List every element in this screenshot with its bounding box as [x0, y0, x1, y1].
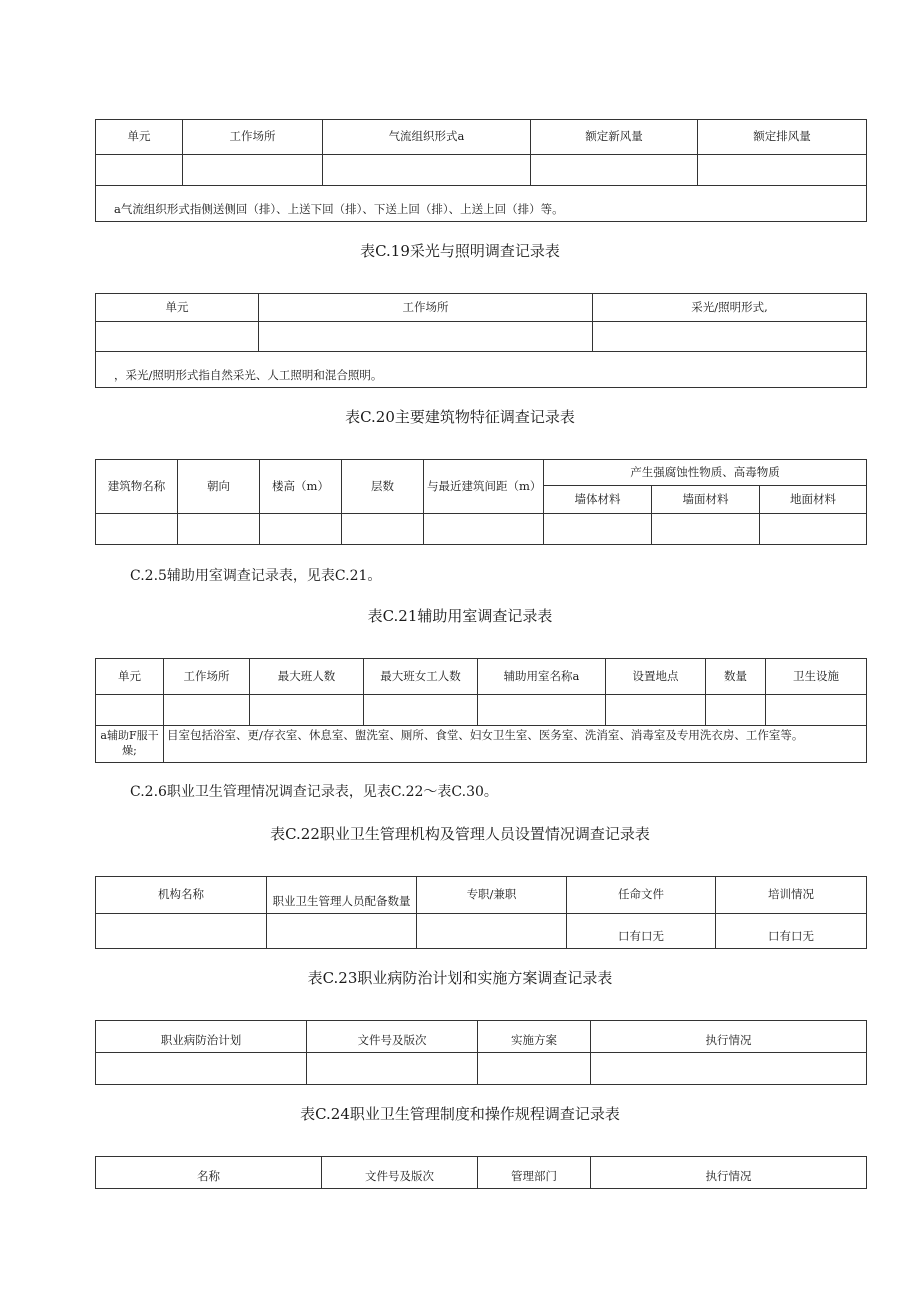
header-cell: 职业病防治计划: [96, 1021, 307, 1053]
empty-cell: [178, 514, 260, 545]
header-cell: 数量: [706, 659, 766, 695]
empty-cell: [96, 1053, 307, 1085]
empty-cell: [267, 914, 417, 949]
table-management-rules: [95, 1156, 867, 1189]
table-title: 表C.20主要建筑物特征调查记录表: [345, 408, 575, 426]
header-cell: 辅助用室名称a: [478, 659, 606, 695]
header-cell: 文件号及版次: [322, 1157, 478, 1189]
empty-cell: [183, 155, 323, 186]
section-paragraph: C.2.5辅助用室调查记录表，见表C.21。: [130, 568, 382, 584]
table-buildings: [95, 459, 867, 545]
empty-cell: [760, 514, 867, 545]
subheader-cell: 地面材料: [760, 486, 867, 514]
empty-cell: [766, 695, 867, 726]
header-cell: 额定新风量: [531, 120, 698, 155]
empty-cell: [307, 1053, 478, 1085]
empty-cell: [606, 695, 706, 726]
header-cell: 名称: [96, 1157, 322, 1189]
header-cell: 采光/照明形式,: [593, 294, 867, 322]
header-cell: 工作场所: [259, 294, 593, 322]
empty-cell: [164, 695, 250, 726]
empty-cell: [544, 514, 652, 545]
empty-cell: [364, 695, 478, 726]
empty-cell: [531, 155, 698, 186]
table-footnote: a气流组织形式指侧送侧回（排）、上送下回（排）、下送上回（排）、上送上回（排）等。: [96, 186, 867, 222]
header-cell: 职业卫生管理人员配备数量: [267, 877, 417, 914]
empty-cell: [96, 514, 178, 545]
empty-cell: [96, 695, 164, 726]
header-cell: 最大班女工人数: [364, 659, 478, 695]
table-title: 表C.21辅助用室调查记录表: [367, 607, 553, 625]
header-cell: 产生强腐蚀性物质、高毒物质: [544, 460, 867, 486]
empty-cell: [698, 155, 867, 186]
table-title: 表C.22职业卫生管理机构及管理人员设置情况调查记录表: [270, 825, 650, 843]
empty-cell: [259, 322, 593, 352]
header-cell: 执行情况: [591, 1157, 867, 1189]
table-ventilation: [95, 119, 867, 222]
empty-cell: [652, 514, 760, 545]
header-cell: 层数: [342, 460, 424, 514]
table-title: 表C.24职业卫生管理制度和操作规程调查记录表: [300, 1105, 620, 1123]
header-cell: 工作场所: [183, 120, 323, 155]
header-cell: 设置地点: [606, 659, 706, 695]
table-title: 表C.19采光与照明调查记录表: [360, 242, 560, 260]
empty-cell: [342, 514, 424, 545]
empty-cell: [478, 1053, 591, 1085]
header-cell: 专职/兼职: [417, 877, 567, 914]
header-cell: 工作场所: [164, 659, 250, 695]
empty-cell: [96, 322, 259, 352]
empty-cell: [706, 695, 766, 726]
header-cell: 培训情况: [716, 877, 867, 914]
header-cell: 单元: [96, 120, 183, 155]
header-cell: 实施方案: [478, 1021, 591, 1053]
empty-cell: [593, 322, 867, 352]
header-cell: 机构名称: [96, 877, 267, 914]
empty-cell: [424, 514, 544, 545]
header-cell: 任命文件: [567, 877, 716, 914]
header-cell: 卫生设施: [766, 659, 867, 695]
subheader-cell: 墙体材料: [544, 486, 652, 514]
table-prevention-plan: [95, 1020, 867, 1085]
header-cell: 最大班人数: [250, 659, 364, 695]
table-auxiliary-rooms: [95, 658, 867, 763]
header-cell: 与最近建筑间距（m）: [424, 460, 544, 514]
header-cell: 执行情况: [591, 1021, 867, 1053]
empty-cell: [260, 514, 342, 545]
table-management-org: [95, 876, 867, 949]
header-cell: 额定排风量: [698, 120, 867, 155]
table-lighting: [95, 293, 867, 388]
header-cell: 单元: [96, 294, 259, 322]
header-cell: 建筑物名称: [96, 460, 178, 514]
header-cell: 单元: [96, 659, 164, 695]
table-footnote: ，采光/照明形式指自然采光、人工照明和混合照明。: [96, 352, 867, 388]
header-cell: 楼高（m）: [260, 460, 342, 514]
empty-cell: [591, 1053, 867, 1085]
header-cell: 朝向: [178, 460, 260, 514]
footnote-label: a辅助F服干燥;: [96, 726, 164, 763]
header-cell: 文件号及版次: [307, 1021, 478, 1053]
header-cell: 管理部门: [478, 1157, 591, 1189]
section-paragraph: C.2.6职业卫生管理情况调查记录表，见表C.22～表C.30。: [130, 784, 498, 800]
empty-cell: [323, 155, 531, 186]
subheader-cell: 墙面材料: [652, 486, 760, 514]
empty-cell: [250, 695, 364, 726]
table-title: 表C.23职业病防治计划和实施方案调查记录表: [307, 969, 613, 987]
header-cell: 气流组织形式a: [323, 120, 531, 155]
empty-cell: [96, 914, 267, 949]
empty-cell: [478, 695, 606, 726]
checkbox-has-none[interactable]: 口有口无: [567, 914, 716, 949]
empty-cell: [96, 155, 183, 186]
checkbox-has-none[interactable]: 口有口无: [716, 914, 867, 949]
empty-cell: [417, 914, 567, 949]
table-footnote: 目室包括浴室、更/存衣室、休息室、盥洗室、厕所、食堂、妇女卫生室、医务室、洗消室、消毒室及专用洗衣房、工作室等。: [164, 726, 867, 763]
